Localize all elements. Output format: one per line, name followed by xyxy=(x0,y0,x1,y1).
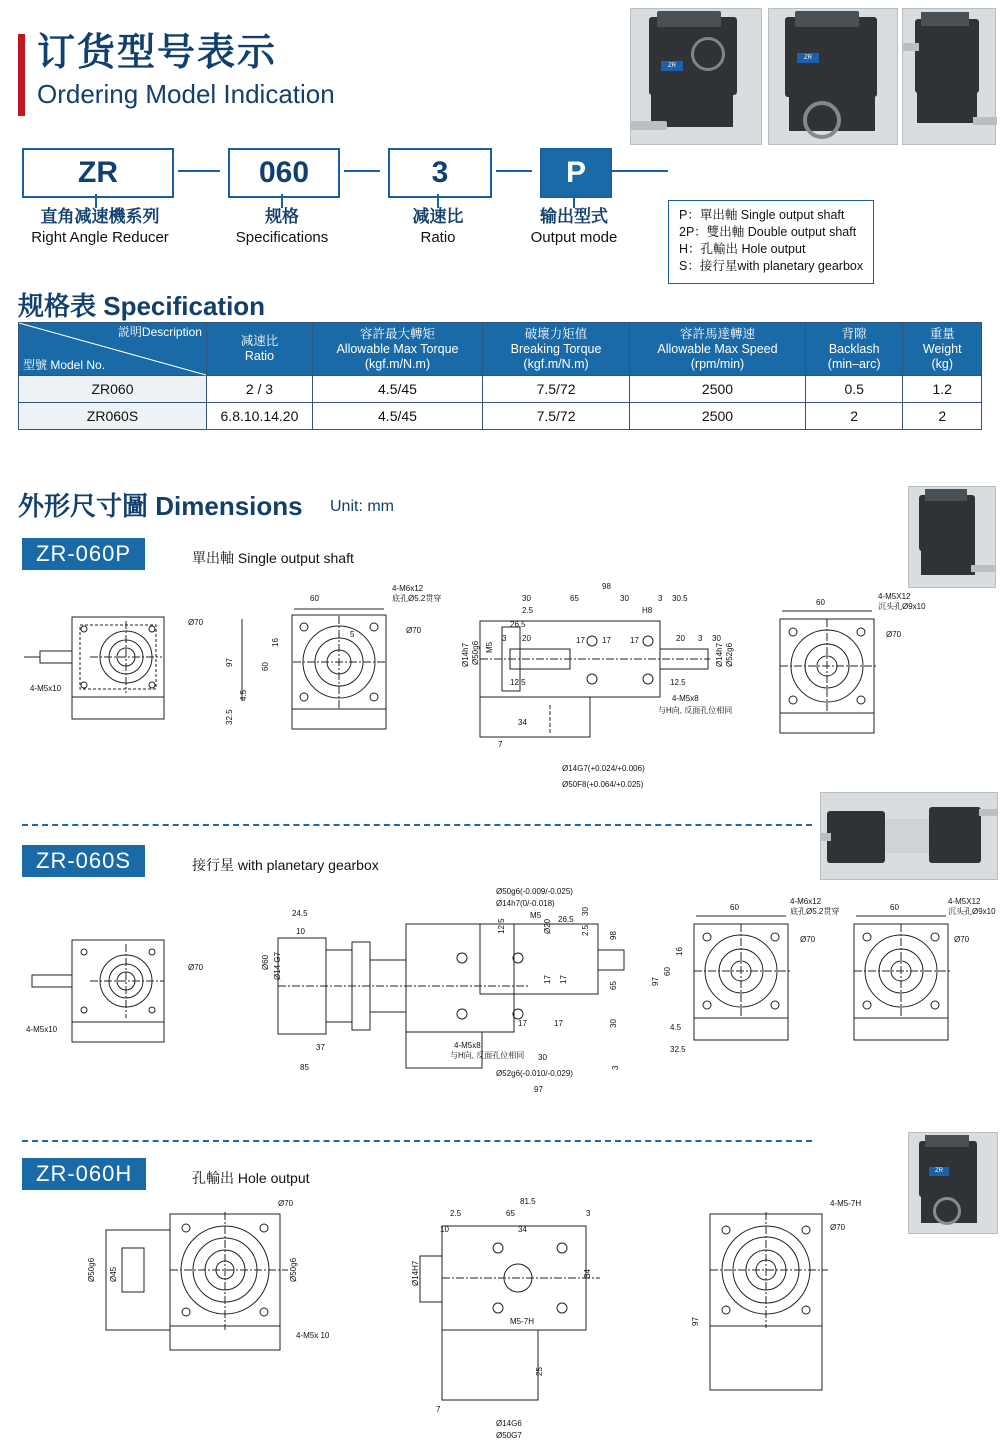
model-code-box-output[interactable]: P xyxy=(540,148,612,198)
page-title xyxy=(18,30,335,116)
spec-heading-cn: 规格表 xyxy=(18,291,97,321)
svg-text:30: 30 xyxy=(712,634,721,643)
svg-text:17: 17 xyxy=(630,636,639,645)
col-weight-en: Weight xyxy=(922,341,962,356)
code-label-output-en: Output mode xyxy=(530,229,618,246)
corner-model-label: 型號 Model No. xyxy=(23,358,106,372)
col-max-speed-unit: (rpm/min) xyxy=(690,356,745,371)
svg-text:Ø52g6(-0.010/-0.029): Ø52g6(-0.010/-0.029) xyxy=(496,1069,573,1078)
svg-text:12.5: 12.5 xyxy=(510,678,526,687)
svg-text:4-M5x8: 4-M5x8 xyxy=(672,694,699,703)
code-dash-3 xyxy=(496,170,532,172)
row-model-zr060: ZR060 xyxy=(19,376,207,403)
product-photo-1: ZR xyxy=(630,8,762,145)
svg-text:Ø70: Ø70 xyxy=(886,630,902,639)
svg-text:Ø70: Ø70 xyxy=(188,963,204,972)
svg-text:60: 60 xyxy=(261,662,270,671)
svg-text:Ø50F8(+0.064/+0.025): Ø50F8(+0.064/+0.025) xyxy=(562,780,644,789)
svg-text:60: 60 xyxy=(730,903,739,912)
code-label-spec xyxy=(216,206,348,248)
svg-text:32.5: 32.5 xyxy=(670,1045,686,1054)
code-label-ratio xyxy=(376,206,500,248)
svg-text:30: 30 xyxy=(609,1019,618,1028)
code-label-output-cn: 输出型式 xyxy=(540,207,608,226)
svg-text:4.5: 4.5 xyxy=(239,689,248,701)
svg-text:60: 60 xyxy=(310,594,319,603)
table-row xyxy=(19,376,982,403)
svg-text:底孔Ø5.2贯穿: 底孔Ø5.2贯穿 xyxy=(790,907,840,916)
svg-text:Ø70: Ø70 xyxy=(188,618,204,627)
svg-text:Ø50g6: Ø50g6 xyxy=(87,1257,96,1282)
zr060-weight: 1.2 xyxy=(903,376,982,403)
product-photo-2: ZR xyxy=(768,8,898,145)
svg-text:4-M6x12: 4-M6x12 xyxy=(790,897,822,906)
model-code-box-series[interactable]: ZR xyxy=(22,148,174,198)
product-photo-s-side xyxy=(820,792,998,880)
svg-text:16: 16 xyxy=(675,947,684,956)
col-backlash-unit: (min–arc) xyxy=(827,356,881,371)
svg-text:17: 17 xyxy=(554,1019,563,1028)
svg-text:4-M5x10: 4-M5x10 xyxy=(26,1025,58,1034)
col-breaking-torque-unit: (kgf.m/N.m) xyxy=(523,356,589,371)
svg-text:16: 16 xyxy=(271,638,280,647)
svg-text:底孔Ø5.2贯穿: 底孔Ø5.2贯穿 xyxy=(392,594,442,603)
svg-text:与H向, 反面孔位相同: 与H向, 反面孔位相同 xyxy=(450,1051,525,1060)
svg-text:M5-7H: M5-7H xyxy=(510,1317,535,1326)
svg-text:37: 37 xyxy=(316,1043,325,1052)
svg-text:Ø50G7: Ø50G7 xyxy=(496,1431,522,1440)
code-dash-2 xyxy=(344,170,380,172)
svg-text:7: 7 xyxy=(498,740,503,749)
dim-note-zr060h-en: Hole output xyxy=(237,1170,310,1186)
svg-text:M5: M5 xyxy=(485,641,494,653)
dim-note-zr060p-en: Single output shaft xyxy=(237,550,354,566)
svg-text:10: 10 xyxy=(440,1225,449,1234)
col-max-torque-unit: (kgf.m/N.m) xyxy=(364,356,431,371)
svg-text:17: 17 xyxy=(576,636,585,645)
dimensions-heading-cn: 外形尺寸圖 xyxy=(18,491,149,521)
zr060-max-torque: 4.5/45 xyxy=(312,376,482,403)
svg-text:17: 17 xyxy=(518,1019,527,1028)
dim-note-zr060p-cn: 單出軸 xyxy=(192,550,234,566)
col-max-torque-cn: 容許最大轉矩 xyxy=(359,326,435,341)
svg-text:4-M5X12: 4-M5X12 xyxy=(948,897,981,906)
svg-text:20: 20 xyxy=(676,634,685,643)
col-breaking-torque xyxy=(483,323,630,376)
svg-text:85: 85 xyxy=(300,1063,309,1072)
dim-tag-zr060h: ZR-060H xyxy=(22,1158,146,1190)
svg-text:Ø14h7: Ø14h7 xyxy=(461,642,470,667)
code-label-ratio-cn: 减速比 xyxy=(412,207,464,226)
svg-text:60: 60 xyxy=(816,598,825,607)
zr060s-weight: 2 xyxy=(903,403,982,430)
col-backlash-cn: 背隙 xyxy=(841,326,867,341)
col-max-torque-en: Allowable Max Torque xyxy=(336,341,459,356)
code-label-spec-cn: 规格 xyxy=(265,207,299,226)
zr060-backlash: 0.5 xyxy=(805,376,903,403)
code-dash-1 xyxy=(178,170,220,172)
dimensions-heading-en: Dimensions xyxy=(155,491,303,521)
svg-text:81.5: 81.5 xyxy=(520,1197,536,1206)
svg-text:Ø70: Ø70 xyxy=(800,935,816,944)
svg-text:4-M5x8: 4-M5x8 xyxy=(454,1041,481,1050)
specification-table xyxy=(18,322,982,430)
svg-text:34: 34 xyxy=(518,718,527,727)
svg-text:Ø14G7(+0.024/+0.006): Ø14G7(+0.024/+0.006) xyxy=(562,764,645,773)
svg-text:30: 30 xyxy=(538,1053,547,1062)
zr060-ratio: 2 / 3 xyxy=(206,376,312,403)
zr060s-max-torque: 4.5/45 xyxy=(312,403,482,430)
zr060s-backlash: 2 xyxy=(805,403,903,430)
svg-text:4-M5x10: 4-M5x10 xyxy=(30,684,62,693)
row-model-zr060s: ZR060S xyxy=(19,403,207,430)
model-code-box-ratio[interactable]: 3 xyxy=(388,148,492,198)
svg-text:17: 17 xyxy=(559,975,568,984)
svg-text:97: 97 xyxy=(534,1085,543,1094)
svg-text:98: 98 xyxy=(609,931,618,940)
svg-text:20: 20 xyxy=(522,634,531,643)
col-ratio-cn: 减速比 xyxy=(240,334,279,348)
svg-text:60: 60 xyxy=(890,903,899,912)
svg-text:98: 98 xyxy=(602,582,611,591)
svg-text:Ø52g6: Ø52g6 xyxy=(725,642,734,667)
svg-text:65: 65 xyxy=(609,981,618,990)
svg-text:5: 5 xyxy=(350,630,355,639)
svg-text:12.5: 12.5 xyxy=(670,678,686,687)
code-label-series-en: Right Angle Reducer xyxy=(31,229,169,246)
svg-text:30.5: 30.5 xyxy=(672,594,688,603)
page-title-cn: 订货型号表示 xyxy=(37,32,278,74)
table-row xyxy=(19,403,982,430)
svg-text:32.5: 32.5 xyxy=(225,709,234,725)
spec-heading xyxy=(18,286,265,323)
corner-description-label: 説明Description xyxy=(117,325,202,339)
svg-text:Ø14H7: Ø14H7 xyxy=(411,1260,420,1286)
svg-text:Ø70: Ø70 xyxy=(830,1223,846,1232)
svg-text:M5: M5 xyxy=(530,911,542,920)
svg-text:2.5: 2.5 xyxy=(581,924,590,936)
col-backlash-en: Backlash xyxy=(828,341,880,356)
legend-item-2p: 2P：雙出軸 Double output shaft xyxy=(679,225,857,239)
product-photo-p-side xyxy=(908,486,996,588)
svg-text:沉头孔Ø9x10: 沉头孔Ø9x10 xyxy=(878,602,926,611)
dim-note-zr060h xyxy=(192,1168,310,1188)
code-label-spec-en: Specifications xyxy=(235,229,329,246)
drawing-zr060h xyxy=(10,1190,910,1440)
svg-text:34: 34 xyxy=(583,1269,592,1278)
svg-text:3: 3 xyxy=(586,1209,591,1218)
dimensions-heading xyxy=(18,486,303,523)
output-mode-legend xyxy=(668,200,874,284)
col-backlash xyxy=(805,323,903,376)
svg-text:Ø14h7(0/-0.018): Ø14h7(0/-0.018) xyxy=(496,899,555,908)
code-connector-legend xyxy=(608,170,668,172)
code-label-series-cn: 直角减速機系列 xyxy=(40,207,160,226)
svg-text:沉头孔Ø9x10: 沉头孔Ø9x10 xyxy=(948,907,996,916)
dim-note-zr060s-cn: 接行星 xyxy=(192,857,234,873)
svg-text:26.5: 26.5 xyxy=(510,620,526,629)
svg-text:Ø70: Ø70 xyxy=(954,935,970,944)
svg-text:3: 3 xyxy=(698,634,703,643)
table-header-row xyxy=(19,323,982,376)
col-max-torque xyxy=(312,323,482,376)
divider-s xyxy=(22,824,812,826)
page-title-en: Ordering Model Indication xyxy=(37,79,335,109)
svg-text:4-M5-7H: 4-M5-7H xyxy=(830,1199,862,1208)
svg-text:4-M5x 10: 4-M5x 10 xyxy=(296,1331,330,1340)
zr060-max-speed: 2500 xyxy=(630,376,806,403)
zr060s-ratio: 6.8.10.14.20 xyxy=(206,403,312,430)
zr060s-max-speed: 2500 xyxy=(630,403,806,430)
svg-text:17: 17 xyxy=(543,975,552,984)
col-max-speed-cn: 容許馬達轉速 xyxy=(679,326,755,341)
svg-text:97: 97 xyxy=(225,658,234,667)
drawing-zr060s xyxy=(10,880,996,1120)
svg-text:3: 3 xyxy=(658,594,663,603)
svg-text:26.5: 26.5 xyxy=(558,915,574,924)
svg-text:4-M5X12: 4-M5X12 xyxy=(878,592,911,601)
zr060-breaking-torque: 7.5/72 xyxy=(483,376,630,403)
col-ratio xyxy=(206,323,312,376)
zr060s-breaking-torque: 7.5/72 xyxy=(483,403,630,430)
dimensions-unit: Unit: mm xyxy=(330,498,394,515)
title-accent-bar xyxy=(18,34,25,116)
svg-text:2.5: 2.5 xyxy=(450,1209,462,1218)
svg-text:4.5: 4.5 xyxy=(670,1023,682,1032)
svg-text:与H向, 反面孔位相同: 与H向, 反面孔位相同 xyxy=(658,706,733,715)
svg-text:25: 25 xyxy=(535,1367,544,1376)
svg-text:12.5: 12.5 xyxy=(497,918,506,934)
legend-item-h: H：孔輸出 Hole output xyxy=(679,242,806,256)
table-corner-cell xyxy=(19,323,207,376)
code-label-series xyxy=(10,206,190,248)
svg-text:24.5: 24.5 xyxy=(292,909,308,918)
svg-text:Ø50g6(-0.009/-0.025): Ø50g6(-0.009/-0.025) xyxy=(496,887,573,896)
dim-note-zr060s xyxy=(192,855,379,875)
col-weight xyxy=(903,323,982,376)
svg-text:Ø70: Ø70 xyxy=(278,1199,294,1208)
dim-note-zr060s-en: with planetary gearbox xyxy=(237,857,379,873)
spec-heading-en: Specification xyxy=(103,291,266,321)
svg-text:3: 3 xyxy=(611,1065,620,1070)
divider-h xyxy=(22,1140,812,1142)
svg-text:17: 17 xyxy=(602,636,611,645)
svg-text:2.5: 2.5 xyxy=(522,606,534,615)
svg-text:H8: H8 xyxy=(642,606,653,615)
svg-text:Ø14 G7: Ø14 G7 xyxy=(273,951,282,980)
svg-text:Ø60: Ø60 xyxy=(261,954,270,970)
product-photo-3 xyxy=(902,8,996,145)
drawing-zr060p xyxy=(10,575,926,815)
legend-item-s: S：接行星with planetary gearbox xyxy=(679,259,864,273)
col-breaking-torque-cn: 破壞力矩值 xyxy=(524,326,588,341)
dim-note-zr060h-cn: 孔輸出 xyxy=(192,1170,234,1186)
col-breaking-torque-en: Breaking Torque xyxy=(510,341,602,356)
dim-tag-zr060s: ZR-060S xyxy=(22,845,145,877)
svg-text:Ø14G6: Ø14G6 xyxy=(496,1419,522,1428)
svg-text:30: 30 xyxy=(620,594,629,603)
svg-text:30: 30 xyxy=(581,907,590,916)
col-ratio-en: Ratio xyxy=(244,349,275,363)
dim-note-zr060p xyxy=(192,548,354,568)
svg-text:65: 65 xyxy=(570,594,579,603)
svg-text:65: 65 xyxy=(506,1209,515,1218)
col-weight-unit: (kg) xyxy=(931,356,953,371)
code-label-ratio-en: Ratio xyxy=(420,229,456,246)
svg-text:10: 10 xyxy=(296,927,305,936)
model-code-box-spec[interactable]: 060 xyxy=(228,148,340,198)
svg-text:60: 60 xyxy=(663,967,672,976)
svg-text:Ø14h7: Ø14h7 xyxy=(715,642,724,667)
svg-text:Ø50g6: Ø50g6 xyxy=(289,1257,298,1282)
svg-text:3: 3 xyxy=(502,634,507,643)
dim-tag-zr060p: ZR-060P xyxy=(22,538,145,570)
svg-text:97: 97 xyxy=(691,1317,700,1326)
col-max-speed xyxy=(630,323,806,376)
svg-text:Ø20: Ø20 xyxy=(543,918,552,934)
col-max-speed-en: Allowable Max Speed xyxy=(657,341,778,356)
svg-text:Ø50g6: Ø50g6 xyxy=(471,640,480,665)
col-weight-cn: 重量 xyxy=(929,326,955,341)
svg-text:34: 34 xyxy=(518,1225,527,1234)
svg-text:Ø70: Ø70 xyxy=(406,626,422,635)
svg-text:30: 30 xyxy=(522,594,531,603)
code-label-output xyxy=(508,206,640,248)
svg-text:97: 97 xyxy=(651,977,660,986)
svg-text:4-M6x12: 4-M6x12 xyxy=(392,584,424,593)
svg-text:Ø45: Ø45 xyxy=(109,1266,118,1282)
legend-item-p: P：單出軸 Single output shaft xyxy=(679,208,845,222)
product-photo-h-side: ZR xyxy=(908,1132,998,1234)
svg-text:7: 7 xyxy=(436,1405,441,1414)
